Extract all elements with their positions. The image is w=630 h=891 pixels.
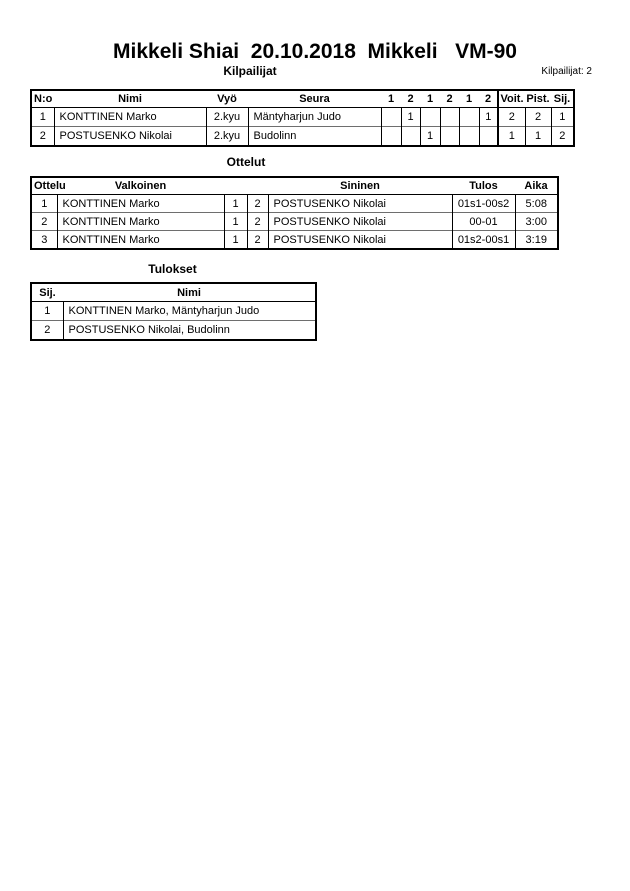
competitor-wins: 1 (498, 127, 525, 147)
col-header-round-5: 1 (459, 90, 479, 108)
matches-header-row (31, 177, 558, 195)
match-blue-no: 2 (247, 195, 268, 213)
result-place: 2 (31, 321, 63, 341)
competitor-points: 1 (525, 127, 551, 147)
competitors-heading: Kilpailijat (223, 64, 277, 78)
round-cell (401, 127, 420, 147)
matches-table (30, 176, 559, 250)
match-white-name: KONTTINEN Marko (57, 231, 224, 250)
match-time: 3:19 (515, 231, 558, 250)
match-result: 01s1-00s2 (452, 195, 515, 213)
competitor-belt: 2.kyu (206, 127, 248, 147)
match-result: 01s2-00s1 (452, 231, 515, 250)
competitor-belt: 2.kyu (206, 108, 248, 127)
result-row (31, 302, 316, 321)
competitor-row (31, 127, 574, 147)
col-header-blue-no (247, 177, 268, 195)
competitor-club: Mäntyharjun Judo (248, 108, 381, 127)
match-white-no: 1 (224, 195, 247, 213)
col-header-name: Nimi (63, 283, 316, 302)
col-header-match: Ottelu (31, 177, 57, 195)
round-cell: 1 (479, 108, 498, 127)
match-white-name: KONTTINEN Marko (57, 213, 224, 231)
result-place: 1 (31, 302, 63, 321)
col-header-round-3: 1 (420, 90, 440, 108)
competitor-place: 1 (551, 108, 574, 127)
matches-heading: Ottelut (226, 155, 266, 169)
competitor-club: Budolinn (248, 127, 381, 147)
round-cell: 1 (420, 127, 440, 147)
round-cell (420, 108, 440, 127)
results-table (30, 282, 317, 341)
round-cell (381, 127, 401, 147)
col-header-blue: Sininen (268, 177, 452, 195)
match-time: 5:08 (515, 195, 558, 213)
match-white-no: 1 (224, 213, 247, 231)
col-header-result: Tulos (452, 177, 515, 195)
col-header-name: Nimi (54, 90, 206, 108)
round-cell (440, 127, 459, 147)
match-row (31, 231, 558, 250)
results-header-row (31, 283, 316, 302)
competitor-place: 2 (551, 127, 574, 147)
match-no: 2 (31, 213, 57, 231)
competitor-no: 1 (31, 108, 54, 127)
col-header-place: Sij. (551, 90, 574, 108)
match-row (31, 213, 558, 231)
round-cell: 1 (401, 108, 420, 127)
match-no: 1 (31, 195, 57, 213)
competitor-row (31, 108, 574, 127)
round-cell (459, 127, 479, 147)
competitor-wins: 2 (498, 108, 525, 127)
col-header-place: Sij. (31, 283, 63, 302)
competitors-table (30, 89, 575, 147)
match-blue-name: POSTUSENKO Nikolai (268, 195, 452, 213)
result-name: KONTTINEN Marko, Mäntyharjun Judo (63, 302, 316, 321)
match-time: 3:00 (515, 213, 558, 231)
col-header-belt: Vyö (206, 90, 248, 108)
match-white-no: 1 (224, 231, 247, 250)
match-blue-no: 2 (247, 213, 268, 231)
competitor-no: 2 (31, 127, 54, 147)
result-name: POSTUSENKO Nikolai, Budolinn (63, 321, 316, 341)
col-header-round-4: 2 (440, 90, 459, 108)
competitor-name: POSTUSENKO Nikolai (54, 127, 206, 147)
round-cell (479, 127, 498, 147)
col-header-round-6: 2 (479, 90, 498, 108)
competitor-name: KONTTINEN Marko (54, 108, 206, 127)
match-result: 00-01 (452, 213, 515, 231)
match-white-name: KONTTINEN Marko (57, 195, 224, 213)
round-cell (381, 108, 401, 127)
competitors-header-row (31, 90, 574, 108)
document-title: Mikkeli Shiai 20.10.2018 Mikkeli VM-90 (113, 40, 517, 63)
col-header-white: Valkoinen (57, 177, 224, 195)
match-blue-name: POSTUSENKO Nikolai (268, 231, 452, 250)
round-cell (440, 108, 459, 127)
col-header-no: N:o (31, 90, 54, 108)
col-header-wins: Voit. (498, 90, 525, 108)
col-header-round-2: 2 (401, 90, 420, 108)
col-header-round-1: 1 (381, 90, 401, 108)
match-blue-no: 2 (247, 231, 268, 250)
match-blue-name: POSTUSENKO Nikolai (268, 213, 452, 231)
match-no: 3 (31, 231, 57, 250)
result-row (31, 321, 316, 341)
competitor-count-label: Kilpailijat: 2 (541, 66, 592, 77)
competitor-points: 2 (525, 108, 551, 127)
match-row (31, 195, 558, 213)
results-heading: Tulokset (148, 262, 197, 276)
col-header-white-no (224, 177, 247, 195)
col-header-time: Aika (515, 177, 558, 195)
round-cell (459, 108, 479, 127)
col-header-club: Seura (248, 90, 381, 108)
col-header-points: Pist. (525, 90, 551, 108)
